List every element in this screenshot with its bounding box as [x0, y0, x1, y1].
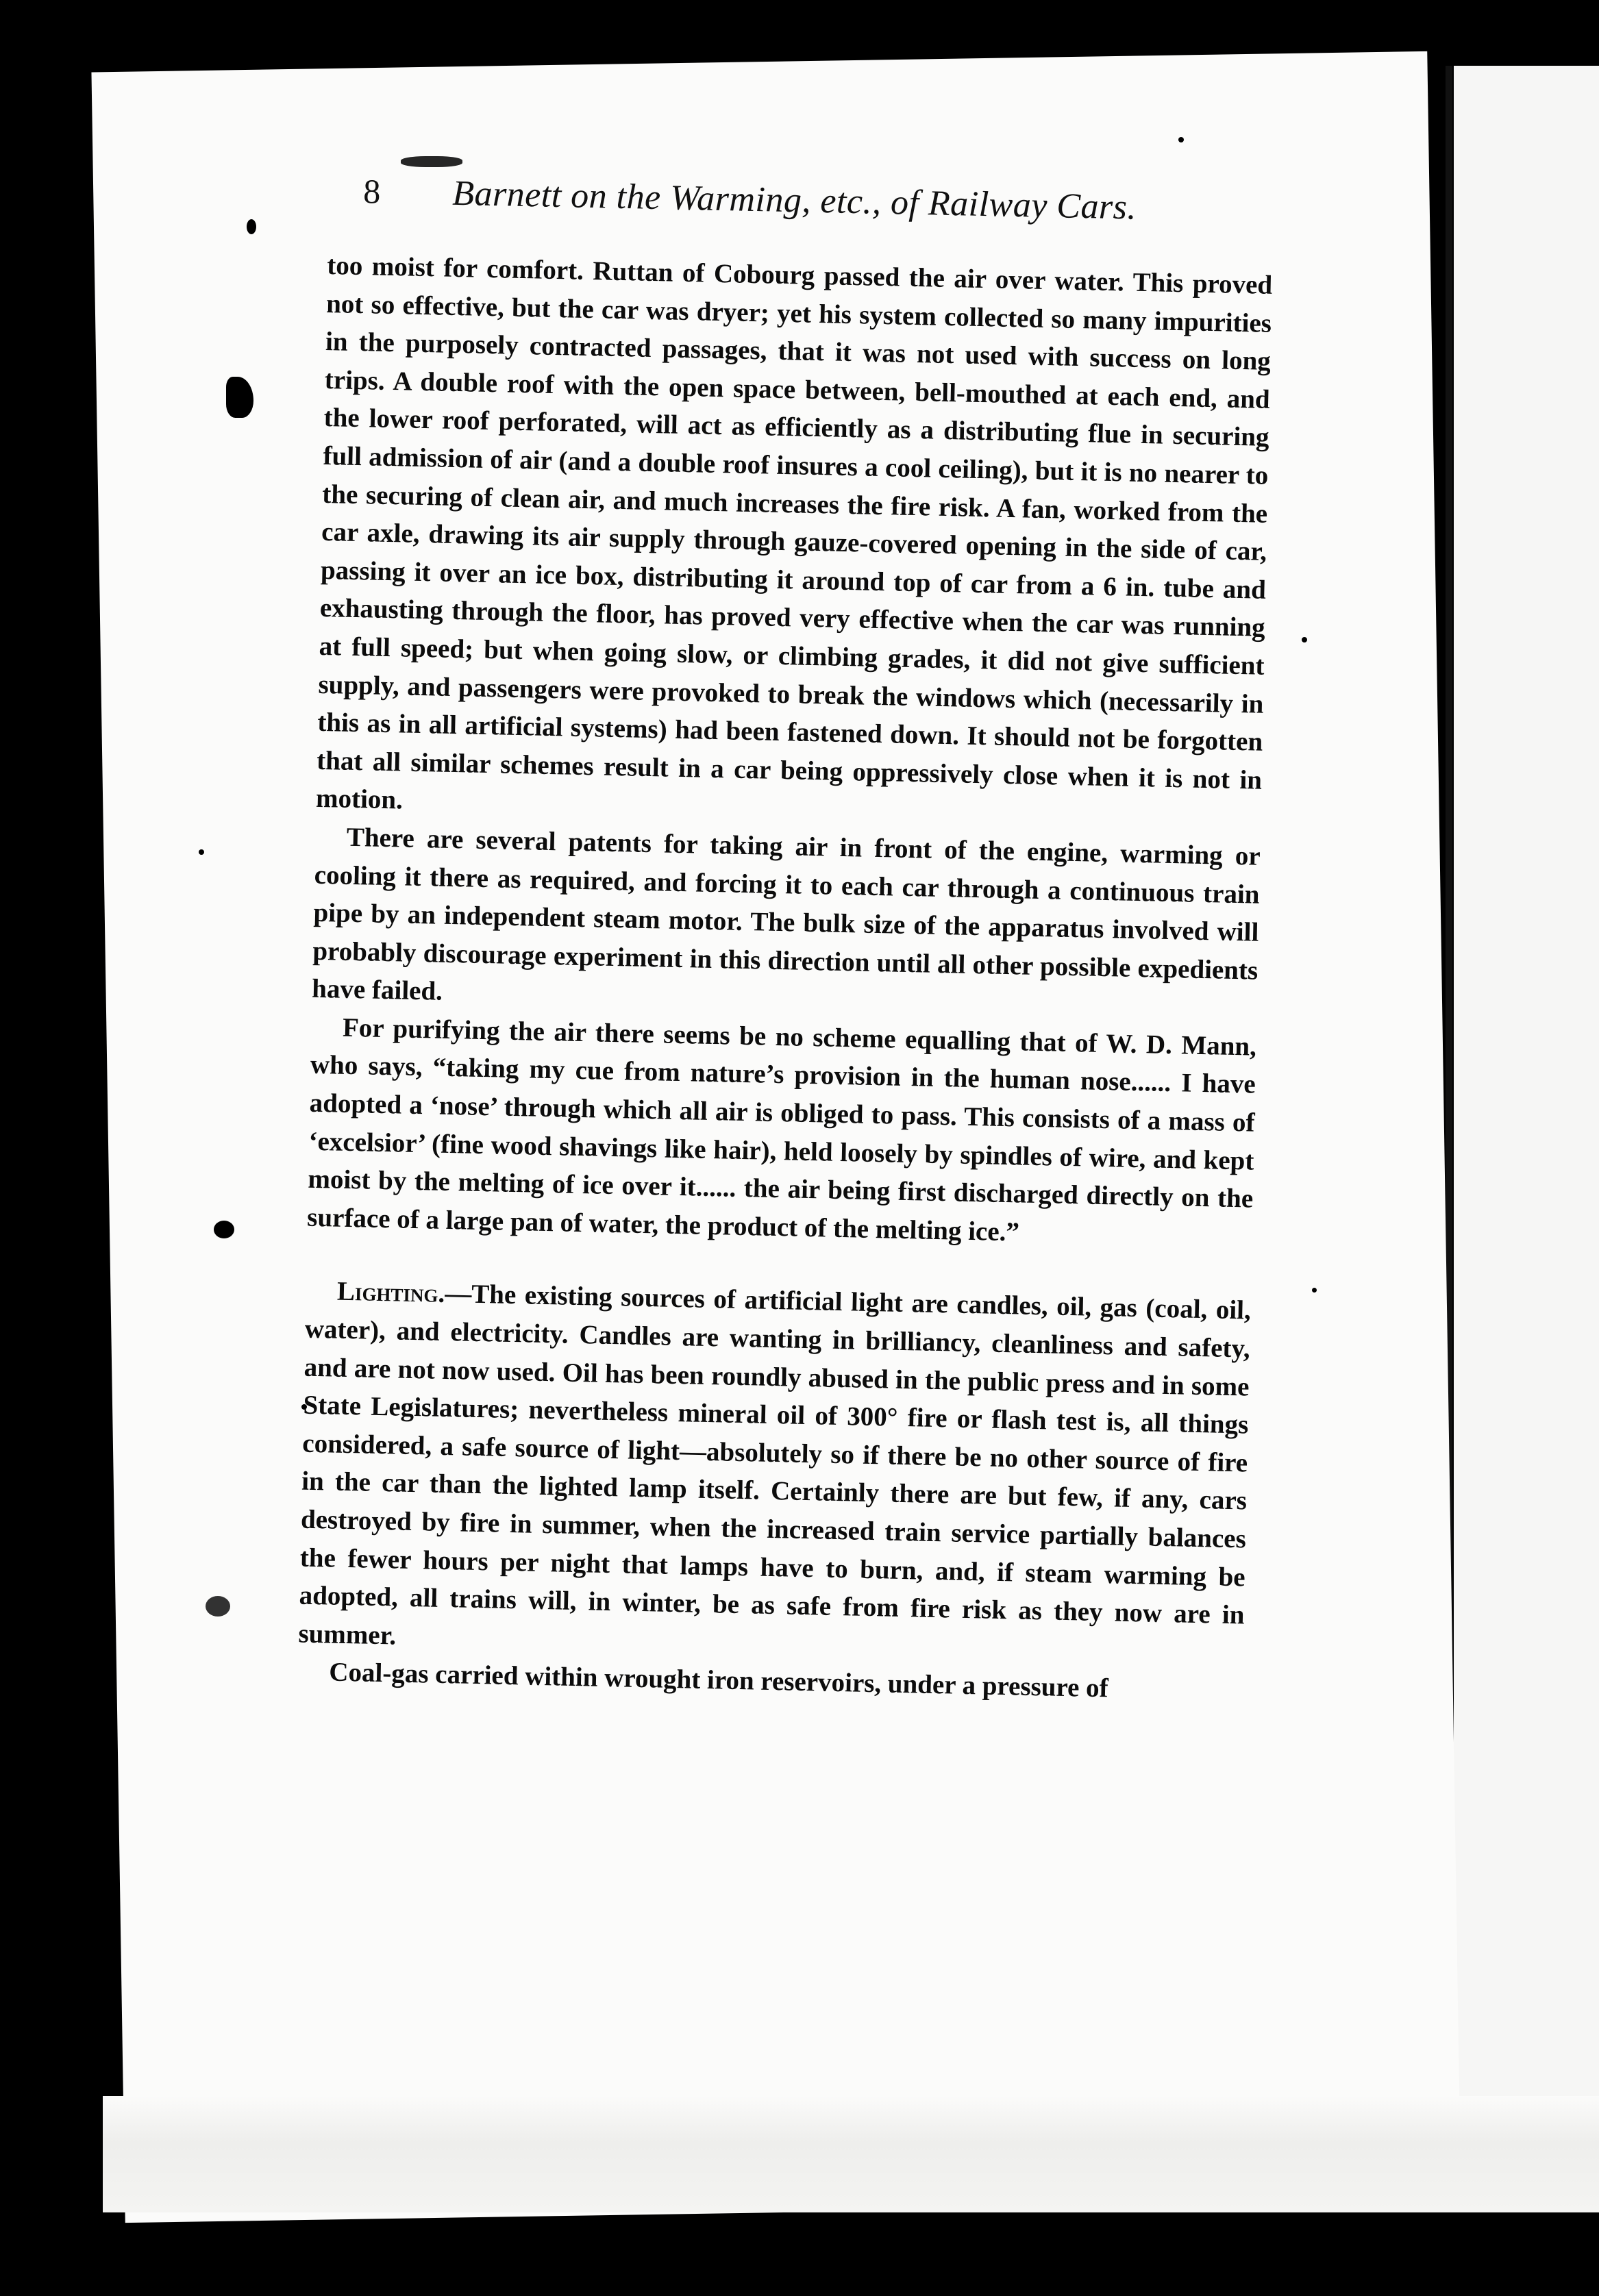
scan-speck	[214, 1221, 234, 1238]
scan-speck	[401, 156, 462, 167]
scan-speck	[1302, 637, 1307, 642]
page-number: 8	[362, 172, 381, 211]
running-title: Barnett on the Warming, etc., of Railway Cars.	[451, 173, 1137, 227]
paragraph: too moist for comfort. Ruttan of Cobourg passed the air over water. This proved not so effective, but the car was dryer; yet his system collected so many impurities in the purposely contracted passages, that it was not used with success on long trips. A double roof with the open space between, bell-mouthed at each end, and the lower roof perforated, will act as efficiently as a distributing flue in securing full admission of air (and a double roof insures a cool ceiling), but it is no nearer to the securing of clean air, and much increases the fire risk. A fan, worked from the car axle, drawing its air supply through gauze-covered opening in the side of car, passing it over an ice box, distributing it around top of car from a 6 in. tube and exhausting through the floor, has proved very effective when the car was running at full speed; but when going slow, or climbing grades, it did not give sufficient supply, and passengers were provoked to break the windows which (necessarily in this as in all artificial systems) had been fastened down. It should not be forgotten that all similar schemes result in a car being oppressively close when it is not in motion.	[315, 250, 1273, 815]
scan-speck	[1312, 1288, 1317, 1293]
scan-speck	[247, 219, 256, 234]
body-text	[297, 247, 1273, 1710]
paragraph: There are several patents for taking air in front of the engine, warming or cooling it there as required, and forcing it to each car through a continuous train pipe by an independent steam motor. The bulk size of the apparatus involved will probably discourage experiment in this direction until all other possible expedients have failed.	[311, 822, 1261, 1007]
scan-speck	[206, 1596, 230, 1617]
paragraph-text: —The existing sources of artificial light are candles, oil, gas (coal, oil, water), and electricity. Candles are wanting in brilliancy, cleanliness and safety, and are not now used. Oil has been roundly abused in the public press and in some State Legislatures; nevertheless mineral oil of 300° fire or flash test is, all things considered, a safe source of light—absolutely so if there be no other source of fire in the car than the lighted lamp itself. Certainly there are but few, if any, cars destroyed by fire in summer, when the increased train service partially balances the fewer hours per night that lamps have to burn, and, if steam warming be adopted, all trains will, in winter, be as safe from fire risk as they now are in summer.	[298, 1279, 1252, 1651]
section-heading: Lighting.	[336, 1277, 445, 1309]
lighting-paragraph	[298, 1272, 1251, 1673]
scan-speck	[1178, 137, 1184, 142]
page-bottom-margin	[103, 2096, 1599, 2212]
paragraph: Coal-gas carried within wrought iron reservoirs, under a pressure of	[328, 1657, 1109, 1704]
adjacent-page-edge	[1454, 66, 1599, 2210]
paragraph: For purifying the air there seems be no scheme equalling that of W. D. Mann, who says, “taking my cue from nature’s provision in the human nose...... I have adopted a ‘nose’ through which all air is obliged to pass. This consists of a mass of ‘excelsior’ (fine wood shavings like hair), held loosely by spindles of wire, and kept moist by the melting of ice over it...... the air being first discharged directly on the surface of a large pan of water, the product of the melting ice.”	[306, 1012, 1257, 1247]
scan-speck	[199, 849, 204, 855]
